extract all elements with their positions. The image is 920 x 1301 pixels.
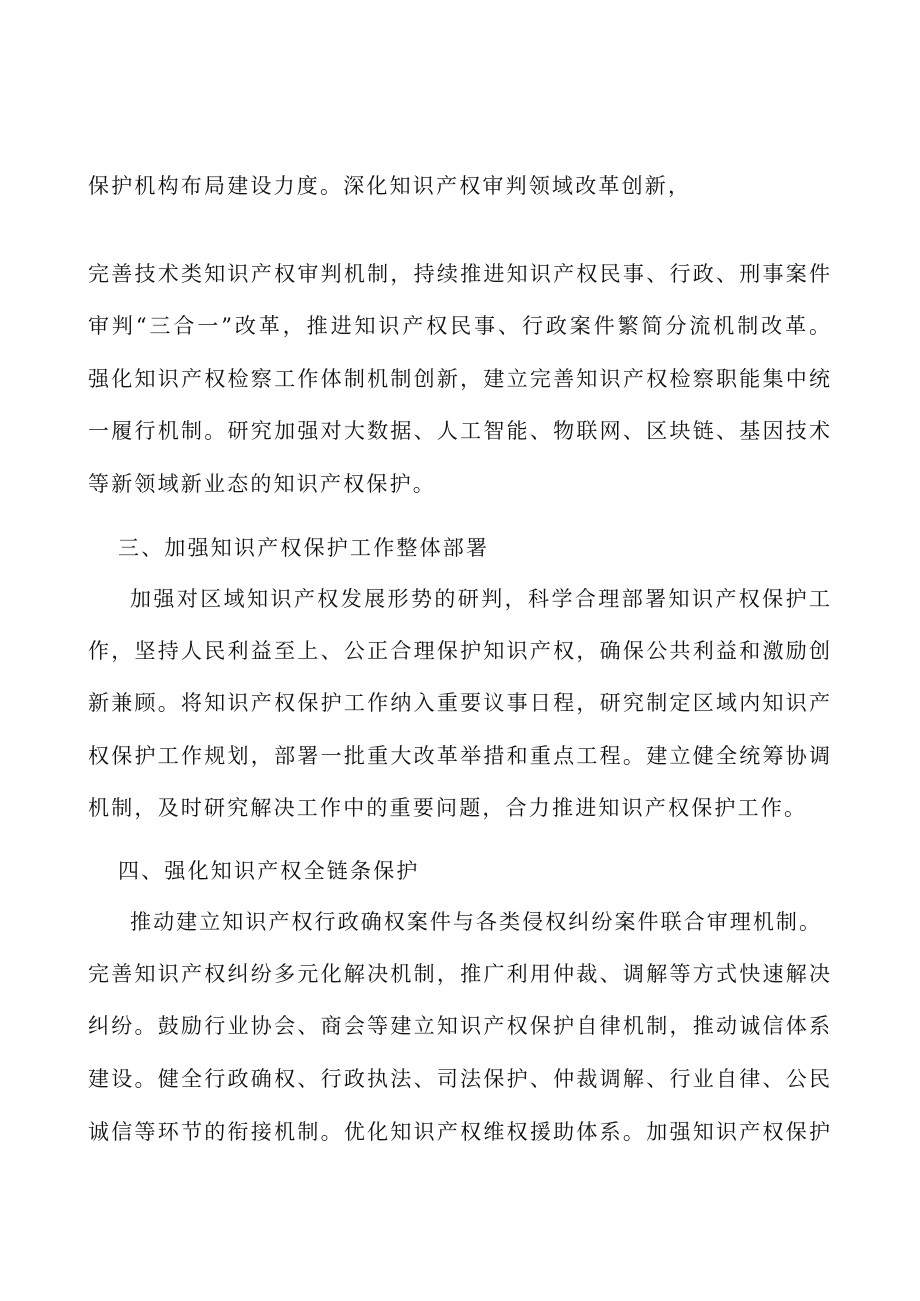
paragraph-reform-line-2: 审判“三合一”改革，推进知识产权民事、行政案件繁简分流机制改革。	[88, 314, 830, 338]
section-4-line-3: 纠纷。鼓励行业协会、商会等建立知识产权保护自律机制，推动诚信体系	[88, 1014, 830, 1038]
section-3-line-5: 机制，及时研究解决工作中的重要问题，合力推进知识产权保护工作。	[88, 796, 808, 820]
section-3-line-3: 新兼顾。将知识产权保护工作纳入重要议事日程，研究制定区域内知识产	[88, 691, 830, 715]
paragraph-reform-line-3: 强化知识产权检察工作体制机制创新，建立完善知识产权检察职能集中统	[88, 367, 830, 391]
section-4-line-1: 推动建立知识产权行政确权案件与各类侵权纠纷案件联合审理机制。	[130, 910, 820, 934]
paragraph-reform-line-5: 等新领域新业态的知识产权保护。	[88, 472, 436, 496]
section-4-line-4: 建设。健全行政确权、行政执法、司法保护、仲裁调解、行业自律、公民	[88, 1067, 830, 1091]
section-3-line-4: 权保护工作规划，部署一批重大改革举措和重点工程。建立健全统筹协调	[88, 744, 830, 768]
paragraph-reform-line-1: 完善技术类知识产权审判机制，持续推进知识产权民事、行政、刑事案件	[88, 262, 830, 286]
section-3-line-2: 作，坚持人民利益至上、公正合理保护知识产权，确保公共利益和激励创	[88, 639, 830, 663]
paragraph-top-line-1: 保护机构布局建设力度。深化知识产权审判领域改革创新，	[88, 174, 692, 198]
section-4-heading: 四、强化知识产权全链条保护	[118, 859, 420, 883]
section-3-line-1: 加强对区域知识产权发展形势的研判，科学合理部署知识产权保护工	[130, 587, 830, 611]
section-3-heading: 三、加强知识产权保护工作整体部署	[118, 536, 490, 560]
section-4-line-2: 完善知识产权纠纷多元化解决机制，推广利用仲裁、调解等方式快速解决	[88, 962, 830, 986]
paragraph-reform-line-4: 一履行机制。研究加强对大数据、人工智能、物联网、区块链、基因技术	[88, 419, 830, 443]
section-4-line-5: 诚信等环节的衔接机制。优化知识产权维权援助体系。加强知识产权保护	[88, 1120, 830, 1144]
